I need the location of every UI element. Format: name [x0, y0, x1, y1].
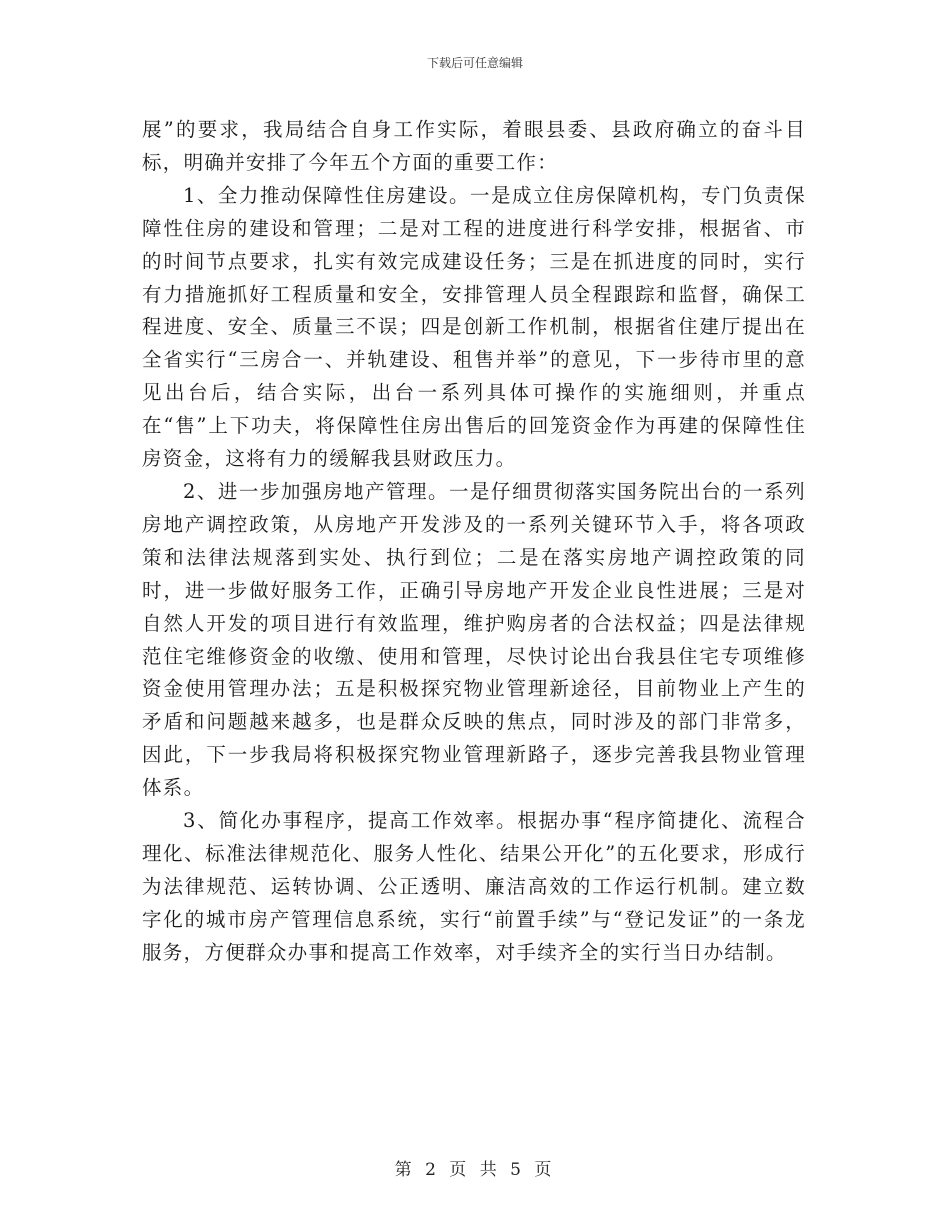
document-body — [142, 114, 806, 970]
paragraph-item-2: 2、进一步加强房地产管理。一是仔细贯彻落实国务院出台的一系列房地产调控政策，从房地产开发涉及的一系列关键环节入手，将各项政策和法律法规落到实处、执行到位；二是在落实房地产调控政策的同时，进一步做好服务工作，正确引导房地产开发企业良性进展；三是对自然人开发的项目进行有效监理，维护购房者的合法权益；四是法律规范住宅维修资金的收缴、使用和管理，尽快讨论出台我县住宅专项维修资金使用管理办法；五是积极探究物业管理新途径，目前物业上产生的矛盾和问题越来越多，也是群众反映的焦点，同时涉及的部门非常多，因此，下一步我局将积极探究物业管理新路子，逐步完善我县物业管理体系。 — [142, 479, 806, 800]
paragraph-item-3: 3、简化办事程序，提高工作效率。根据办事“程序简捷化、流程合理化、标准法律规范化、服务人性化、结果公开化”的五化要求，形成行为法律规范、运转协调、公正透明、廉洁高效的工作运行机制。建立数字化的城市房产管理信息系统，实行“前置手续”与“登记发证”的一条龙服务，方便群众办事和提高工作效率，对手续齐全的实行当日办结制。 — [142, 809, 806, 964]
paragraph-continuation: 展”的要求，我局结合自身工作实际，着眼县委、县政府确立的奋斗目标，明确并安排了今年五个方面的重要工作： — [142, 118, 806, 174]
page-header-note: 下载后可任意编辑 — [426, 56, 523, 70]
page-number: 第 2 页 共 5 页 — [394, 1160, 556, 1180]
paragraph-item-1: 1、全力推动保障性住房建设。一是成立住房保障机构，专门负责保障性住房的建设和管理；二是对工程的进度进行科学安排，根据省、市的时间节点要求，扎实有效完成建设任务；三是在抓进度的同时，实行有力措施抓好工程质量和安全，安排管理人员全程跟踪和监督，确保工程进度、安全、质量三不误；四是创新工作机制，根据省住建厅提出在全省实行“三房合一、并轨建设、租售并举”的意见，下一步待市里的意见出台后，结合实际，出台一系列具体可操作的实施细则，并重点在“售”上下功夫，将保障性住房出售后的回笼资金作为再建的保障性住房资金，这将有力的缓解我县财政压力。 — [142, 183, 806, 471]
